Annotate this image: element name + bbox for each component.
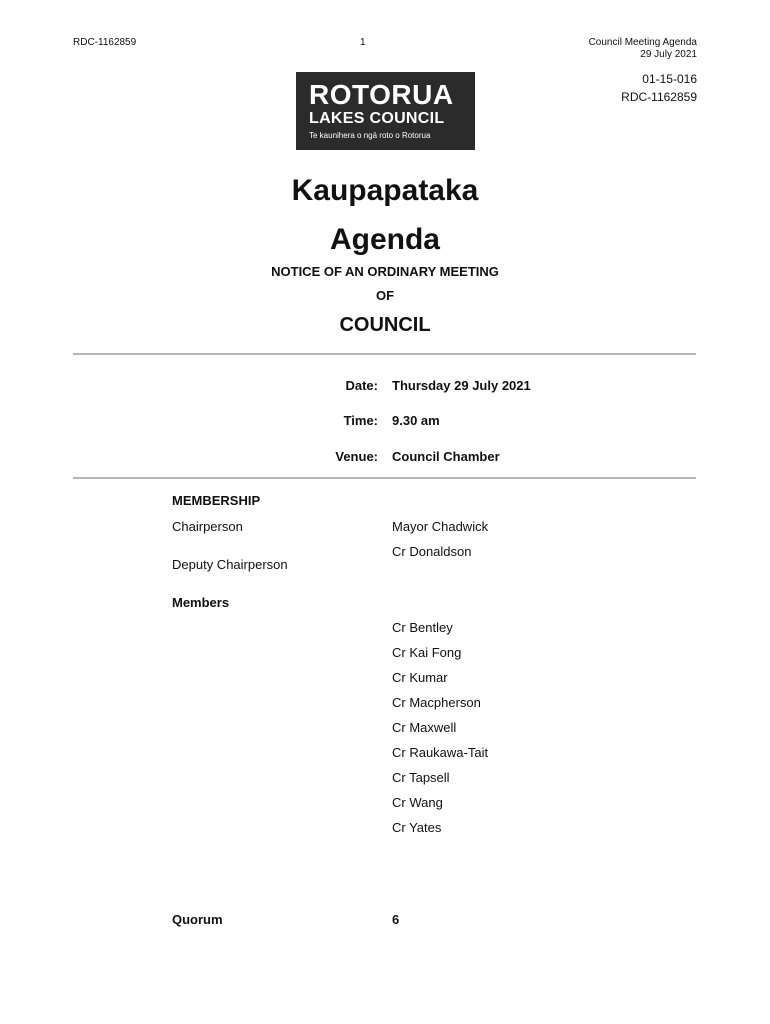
time-value: 9.30 am <box>392 413 440 428</box>
divider-top <box>73 353 696 355</box>
notice-line2: OF <box>375 288 395 303</box>
member-item: Cr Raukawa-Tait <box>392 745 489 760</box>
member-item: Cr Kumar <box>392 670 448 685</box>
header-doc-ref: RDC-1162859 <box>73 37 137 48</box>
member-item: Cr Wang <box>392 795 443 810</box>
membership-heading: MEMBERSHIP <box>172 493 261 508</box>
title-kaupapataka: Kaupapataka <box>291 174 479 207</box>
time-label: Time: <box>343 413 378 428</box>
member-item: Cr Tapsell <box>392 770 450 785</box>
header-doc-date: 29 July 2021 <box>640 49 697 60</box>
council-logo <box>296 72 475 150</box>
quorum-label: Quorum <box>172 912 223 927</box>
chairperson-label: Chairperson <box>172 519 243 534</box>
reference-block <box>621 70 697 106</box>
logo-line3: Te kaunihera o ngā roto o Rotorua <box>309 131 431 140</box>
date-label: Date: <box>345 378 378 393</box>
member-item: Cr Bentley <box>392 620 453 635</box>
notice-line1: NOTICE OF AN ORDINARY MEETING <box>271 264 499 279</box>
logo-line2: LAKES COUNCIL <box>309 110 445 127</box>
members-label: Members <box>172 595 230 610</box>
logo-line1: ROTORUA <box>309 79 454 110</box>
member-item: Cr Macpherson <box>392 695 481 710</box>
quorum-value: 6 <box>392 912 400 927</box>
venue-value: Council Chamber <box>392 449 500 464</box>
header-doc-title: Council Meeting Agenda <box>588 37 697 48</box>
venue-label: Venue: <box>335 449 378 464</box>
file-number: 01-15-016 <box>642 72 697 86</box>
chairperson-value: Mayor Chadwick <box>392 519 489 534</box>
member-item: Cr Yates <box>392 820 442 835</box>
rdc-number: RDC-1162859 <box>621 90 697 104</box>
header-doc-info <box>589 37 697 61</box>
meeting-body: COUNCIL <box>339 314 431 336</box>
title-agenda: Agenda <box>329 223 440 256</box>
header-page-number: 1 <box>360 37 366 48</box>
date-value: Thursday 29 July 2021 <box>392 378 531 393</box>
deputy-chairperson-value: Cr Donaldson <box>392 544 472 559</box>
member-item: Cr Kai Fong <box>392 645 462 660</box>
divider-bottom <box>73 477 696 479</box>
deputy-chairperson-label: Deputy Chairperson <box>172 557 288 572</box>
member-item: Cr Maxwell <box>392 720 457 735</box>
